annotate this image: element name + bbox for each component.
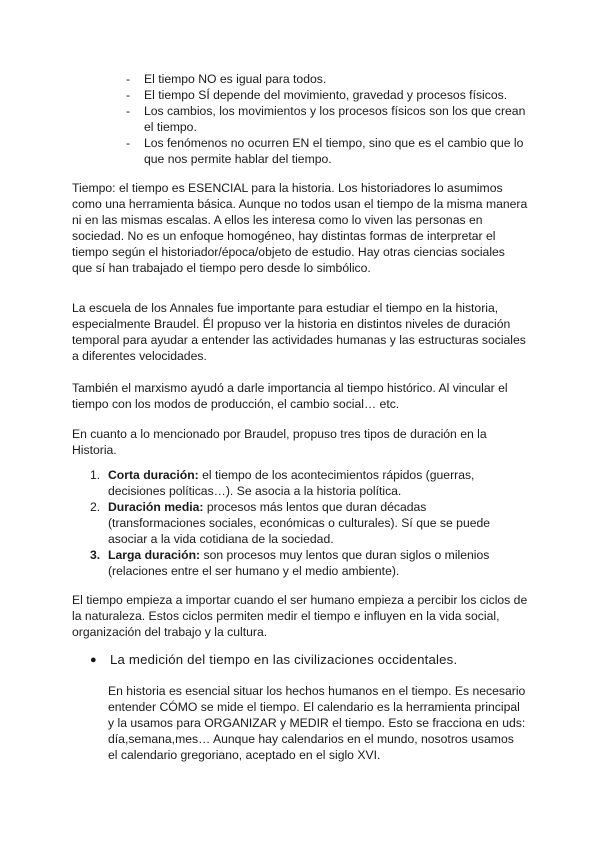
duration-description: son procesos muy lentos que duran siglos o milenios (relaciones entre el ser humano y el medio ambiente).	[108, 548, 490, 578]
dash-marker: -	[126, 136, 131, 150]
paragraph-annales: La escuela de los Annales fue importante para estudiar el tiempo en la historia, especialmente Braudel. Él propuso ver la historia en distintos niveles de duración temporal para ayudar a entender las actividades humanas y las estructuras sociales a diferentes velocidades.	[72, 301, 526, 363]
dash-list	[126, 71, 526, 167]
duration-description: procesos más lentos que duran décadas (transformaciones sociales, económicas o culturales). Sí que se puede asociar a la vida cotidiana de la sociedad.	[108, 500, 491, 546]
list-item	[90, 547, 526, 579]
duration-list	[90, 467, 526, 579]
dash-marker: -	[126, 72, 131, 86]
paragraph-ciclos: El tiempo empieza a importar cuando el ser humano empieza a percibir los ciclos de la naturaleza. Estos ciclos permiten medir el tiempo e influyen en la vida social, organización del trabajo y la cultura.	[72, 593, 528, 639]
section-heading-text: La medición del tiempo en las civilizaciones occidentales.	[110, 652, 458, 667]
list-item-text: El tiempo SÍ depende del movimiento, gravedad y procesos físicos.	[144, 88, 508, 102]
duration-term: Larga duración:	[108, 548, 201, 562]
list-item	[126, 135, 526, 167]
list-number: 2.	[90, 500, 101, 514]
paragraph-tiempo: Tiempo: el tiempo es ESENCIAL para la historia. Los historiadores lo asumimos como una herramienta básica. Aunque no todos usan el tiempo de la misma manera ni en las mismas escalas. A ellos les interesa como lo viven las personas en sociedad. No es un enfoque homogéneo, hay distintas formas de interpretar el tiempo según el historiador/época/objeto de estudio. Hay otras ciencias sociales que sí han trabajado el tiempo pero desde lo simbólico.	[72, 181, 528, 275]
list-item	[90, 467, 526, 499]
paragraph-calendario: En historia es esencial situar los hechos humanos en el tiempo. Es necesario entender CÓMO se mide el tiempo. El calendario es la herramienta principal y la usamos para ORGANIZAR y MEDIR el tiempo. Esto se fracciona en uds: día,semana,mes… Aunque hay calendarios en el mundo, nosotros usamos el calendario gregoriano, aceptado en el siglo XVI.	[108, 684, 526, 762]
list-number: 1.	[90, 468, 101, 482]
duration-term: Duración media:	[108, 500, 204, 514]
dash-marker: -	[126, 88, 131, 102]
list-item-text: El tiempo NO es igual para todos.	[144, 72, 327, 86]
dash-marker: -	[126, 104, 131, 118]
paragraph-braudel-intro: En cuanto a lo mencionado por Braudel, propuso tres tipos de duración en la Historia.	[72, 427, 487, 457]
list-item	[90, 499, 526, 547]
list-number: 3.	[90, 548, 101, 562]
list-item	[126, 71, 526, 87]
list-item-text: Los cambios, los movimientos y los procesos físicos son los que crean el tiempo.	[144, 104, 526, 134]
duration-description: el tiempo de los acontecimientos rápidos (guerras, decisiones políticas…). Se asocia a la historia política.	[108, 468, 475, 498]
paragraph-marxismo: También el marxismo ayudó a darle importancia al tiempo histórico. Al vincular el tiempo con los modos de producción, el cambio social… etc.	[72, 381, 508, 411]
list-item	[126, 103, 526, 135]
list-item	[126, 87, 526, 103]
duration-term: Corta duración:	[108, 468, 199, 482]
section-heading	[90, 652, 526, 668]
bullet-icon: ●	[90, 654, 97, 666]
list-item-text: Los fenómenos no ocurren EN el tiempo, sino que es el cambio que lo que nos permite hablar del tiempo.	[144, 136, 524, 166]
